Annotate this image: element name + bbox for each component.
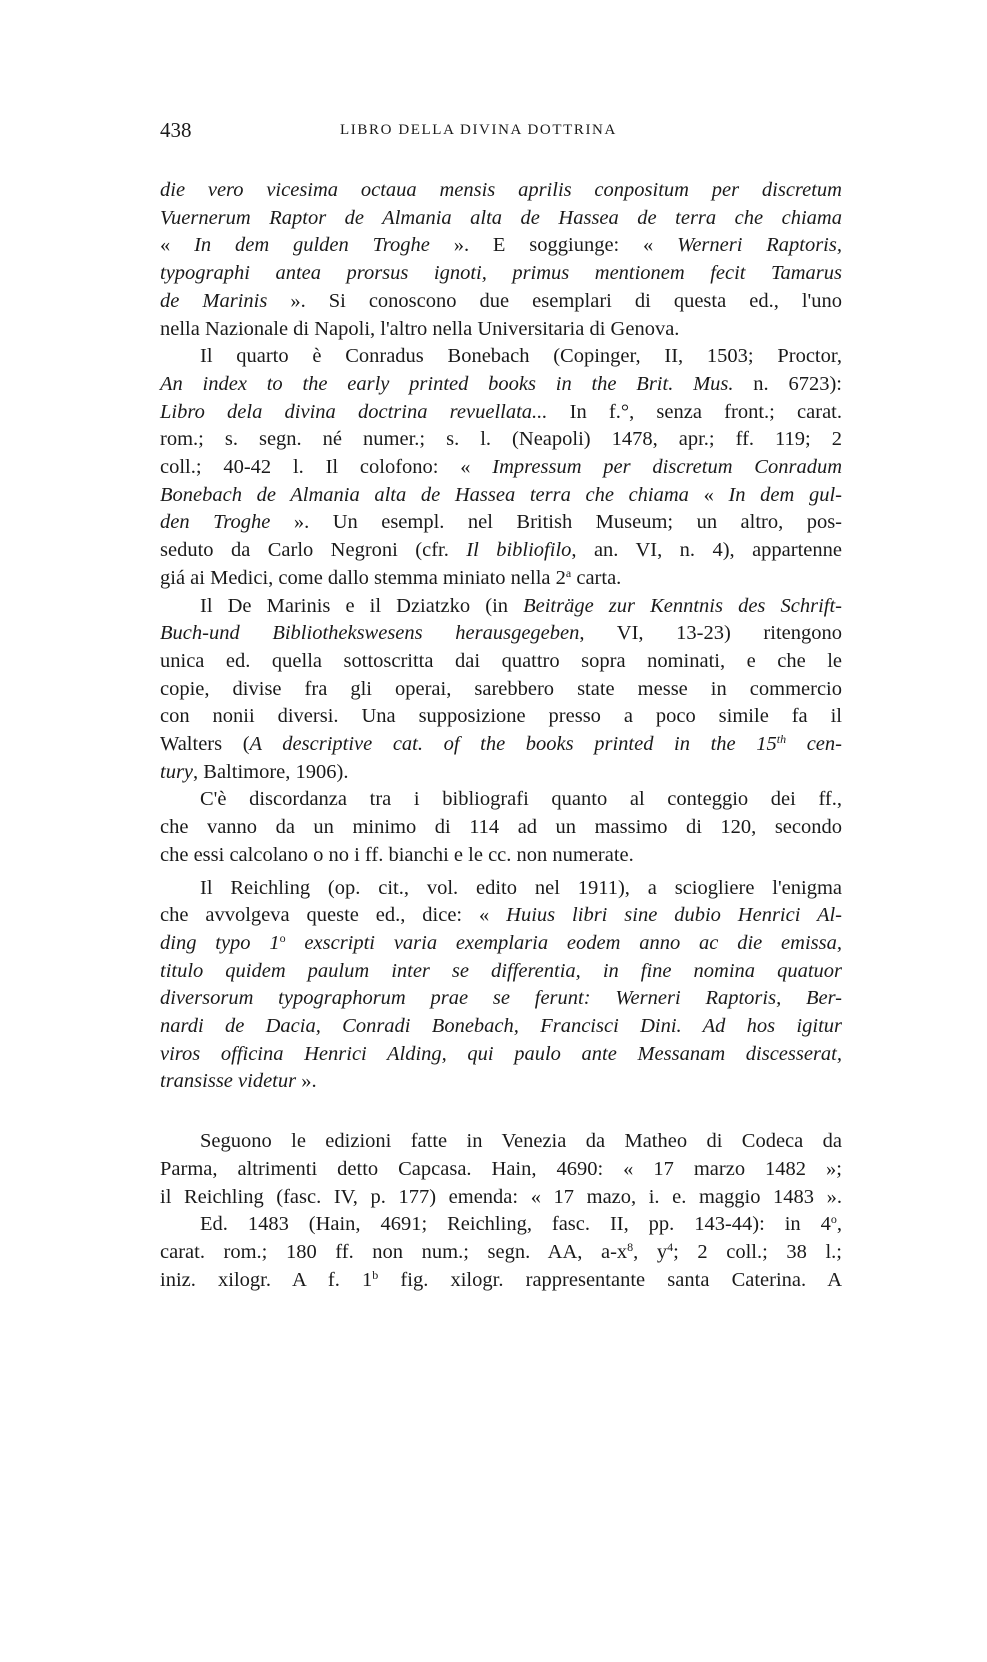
- text-line: [160, 564, 842, 592]
- text-run: ».: [296, 1070, 317, 1093]
- italic-text: de Marinis: [160, 289, 268, 312]
- text-run: n. 6723):: [733, 372, 842, 395]
- text-run: con nonii diversi. Una supposizione presso a poco simile fa il: [160, 705, 842, 728]
- italic-text: Impressum per discretum Conradum: [492, 456, 842, 478]
- text-line: [160, 315, 842, 343]
- text-line: [160, 785, 842, 813]
- text-run: Il Reichling (op. cit., vol. edito nel 1911), a sciogliere l'enigma: [200, 876, 842, 899]
- italic-text: transisse videtur: [160, 1070, 297, 1093]
- text-run: coll.; 40-42 l. Il colofono: «: [160, 456, 493, 478]
- text-line: [160, 204, 842, 232]
- italic-text: Bonebach de Almania alta de Hassea terra che chiama: [160, 483, 689, 506]
- text-line: [160, 813, 842, 841]
- italic-text: Beiträge zur Kenntnis des Schrift-: [523, 594, 842, 617]
- text-run: ,: [836, 1213, 842, 1236]
- text-line: [160, 901, 842, 929]
- text-run: che essi calcolano o no i ff. bianchi e le cc. non numerate.: [160, 843, 634, 866]
- text-line: [160, 398, 842, 426]
- italic-text: In dem gul-: [728, 483, 842, 506]
- text-line: [160, 425, 842, 453]
- superscript: th: [776, 732, 787, 746]
- text-run: , Baltimore, 1906).: [193, 760, 349, 783]
- text-run: ; 2 coll.; 38 l.;: [673, 1240, 842, 1263]
- italic-text: viros officina Henrici Alding, qui paulo ante Messanam discesserat,: [160, 1042, 842, 1065]
- text-line: [160, 675, 842, 703]
- italic-text: titulo quidem paulum inter se differentia, in fine nomina quatuor: [160, 959, 842, 982]
- text-line: [160, 287, 842, 315]
- text-run: ». Un esempl. nel British Museum; un altro, pos-: [270, 511, 843, 534]
- text-run: Parma, altrimenti detto Capcasa. Hain, 4690: « 17 marzo 1482 »;: [160, 1157, 842, 1180]
- text-line: [160, 730, 842, 758]
- text-run: seduto da Carlo Negroni (cfr.: [160, 539, 467, 562]
- text-run: unica ed. quella sottoscritta dai quattro sopra nominati, e che le: [160, 649, 842, 672]
- text-line: [160, 1266, 842, 1294]
- text-line: [160, 453, 842, 481]
- text-run: nella Nazionale di Napoli, l'altro nella Universitaria di Genova.: [160, 317, 680, 340]
- text-run: ». E soggiunge: «: [429, 234, 678, 257]
- text-line: [160, 481, 842, 509]
- text-run: Il quarto è Conradus Bonebach (Copinger, II, 1503; Proctor,: [200, 345, 842, 368]
- text-run: carat. rom.; 180 ff. non num.; segn. AA, a-x: [160, 1240, 628, 1263]
- italic-text: A descriptive cat. of the books printed in the 15: [249, 733, 777, 755]
- italic-text: Huius libri sine dubio Henrici Al-: [506, 904, 842, 927]
- text-line: [160, 984, 842, 1012]
- superscript: 8: [627, 1239, 634, 1254]
- superscript: 4: [667, 1239, 674, 1254]
- text-line: [160, 619, 842, 647]
- text-line: [160, 259, 842, 287]
- page-number: 438: [160, 118, 192, 142]
- italic-text: cen-: [786, 733, 842, 755]
- text-run: , an. VI, n. 4), appartenne: [571, 539, 842, 562]
- text-run: iniz. xilogr. A f. 1: [160, 1268, 373, 1291]
- text-line: [160, 1012, 842, 1040]
- running-title: LIBRO DELLA DIVINA DOTTRINA: [340, 122, 617, 138]
- text-line: [160, 536, 842, 564]
- text-line: [160, 1183, 842, 1211]
- italic-text: die vero vicesima octaua mensis aprilis conpositum per discretum: [160, 179, 842, 201]
- text-run: «: [688, 483, 729, 506]
- superscript: b: [372, 1267, 379, 1282]
- text-run: , VI, 13-23) ritengono: [579, 622, 842, 645]
- text-run: il Reichling (fasc. IV, p. 177) emenda: « 17 mazo, i. e. maggio 1483 ».: [160, 1185, 842, 1208]
- text-line: [160, 1155, 842, 1183]
- text-run: Ed. 1483 (Hain, 4691; Reichling, fasc. II, pp. 143-44): in 4: [200, 1213, 831, 1236]
- text-line: [160, 702, 842, 730]
- text-run: Walters (: [160, 733, 250, 755]
- text-run: che avvolgeva queste ed., dice: «: [160, 904, 507, 927]
- superscript: o: [279, 930, 286, 945]
- italic-text: diversorum typographorum prae se ferunt: Werneri Raptoris, Ber-: [160, 987, 842, 1010]
- text-line: [160, 370, 842, 398]
- text-line: [160, 758, 842, 786]
- italic-text: Vuernerum Raptor de Almania alta de Hassea de terra che chiama: [160, 206, 842, 229]
- text-run: ». Si conoscono due esemplari di questa ed., l'uno: [267, 289, 842, 312]
- italic-text: Libro dela divina doctrina revuellata...: [160, 400, 548, 423]
- italic-text: Il bibliofilo: [466, 539, 572, 562]
- italic-text: In dem gulden Troghe: [194, 234, 430, 257]
- text-run: carta.: [571, 566, 622, 589]
- text-line: [160, 647, 842, 675]
- text-line: [160, 1238, 842, 1266]
- text-run: fig. xilogr. rappresentante santa Caterina. A: [378, 1268, 842, 1291]
- text-line: [160, 929, 842, 957]
- text-run: copie, divise fra gli operai, sarebbero state messe in commercio: [160, 677, 842, 700]
- text-run: In f.°, senza front.; carat.: [547, 400, 842, 423]
- superscript: a: [565, 565, 572, 580]
- text-run: che vanno da un minimo di 114 ad un massimo di 120, secondo: [160, 816, 842, 839]
- text-line: [160, 1127, 842, 1155]
- italic-text: tury: [160, 760, 194, 783]
- italic-text: nardi de Dacia, Conradi Bonebach, Francisci Dini. Ad hos igitur: [160, 1015, 842, 1037]
- text-run: rom.; s. segn. né numer.; s. l. (Neapoli) 1478, apr.; ff. 119; 2: [160, 428, 842, 451]
- italic-text: Werneri Raptoris,: [677, 234, 842, 257]
- text-run: , y: [633, 1240, 668, 1263]
- italic-text: den Troghe: [160, 511, 271, 534]
- text-line: [160, 342, 842, 370]
- text-line: [160, 841, 842, 869]
- italic-text: exscripti varia exemplaria eodem anno ac die emissa,: [285, 931, 842, 954]
- text-line: [160, 592, 842, 620]
- text-line: [160, 1067, 842, 1095]
- text-line: [160, 508, 842, 536]
- text-line: [160, 1210, 842, 1238]
- italic-text: An index to the early printed books in the Brit. Mus.: [160, 372, 734, 395]
- italic-text: typographi antea prorsus ignoti, primus mentionem fecit Tamarus: [160, 262, 842, 285]
- superscript: o: [830, 1212, 837, 1227]
- text-run: C'è discordanza tra i bibliografi quanto al conteggio dei ff.,: [200, 788, 842, 811]
- italic-text: Buch-und Bibliothekswesens herausgegeben: [160, 622, 580, 645]
- text-run: Seguono le edizioni fatte in Venezia da Matheo di Codeca da: [200, 1130, 842, 1153]
- text-line: [160, 1040, 842, 1068]
- text-run: giá ai Medici, come dallo stemma miniato nella 2: [160, 566, 566, 589]
- italic-text: ding typo 1: [160, 931, 280, 954]
- text-run: «: [160, 234, 195, 257]
- text-line: [160, 874, 842, 902]
- text-line: [160, 176, 842, 204]
- text-line: [160, 231, 842, 259]
- text-run: Il De Marinis e il Dziatzko (in: [200, 594, 524, 617]
- text-line: [160, 957, 842, 985]
